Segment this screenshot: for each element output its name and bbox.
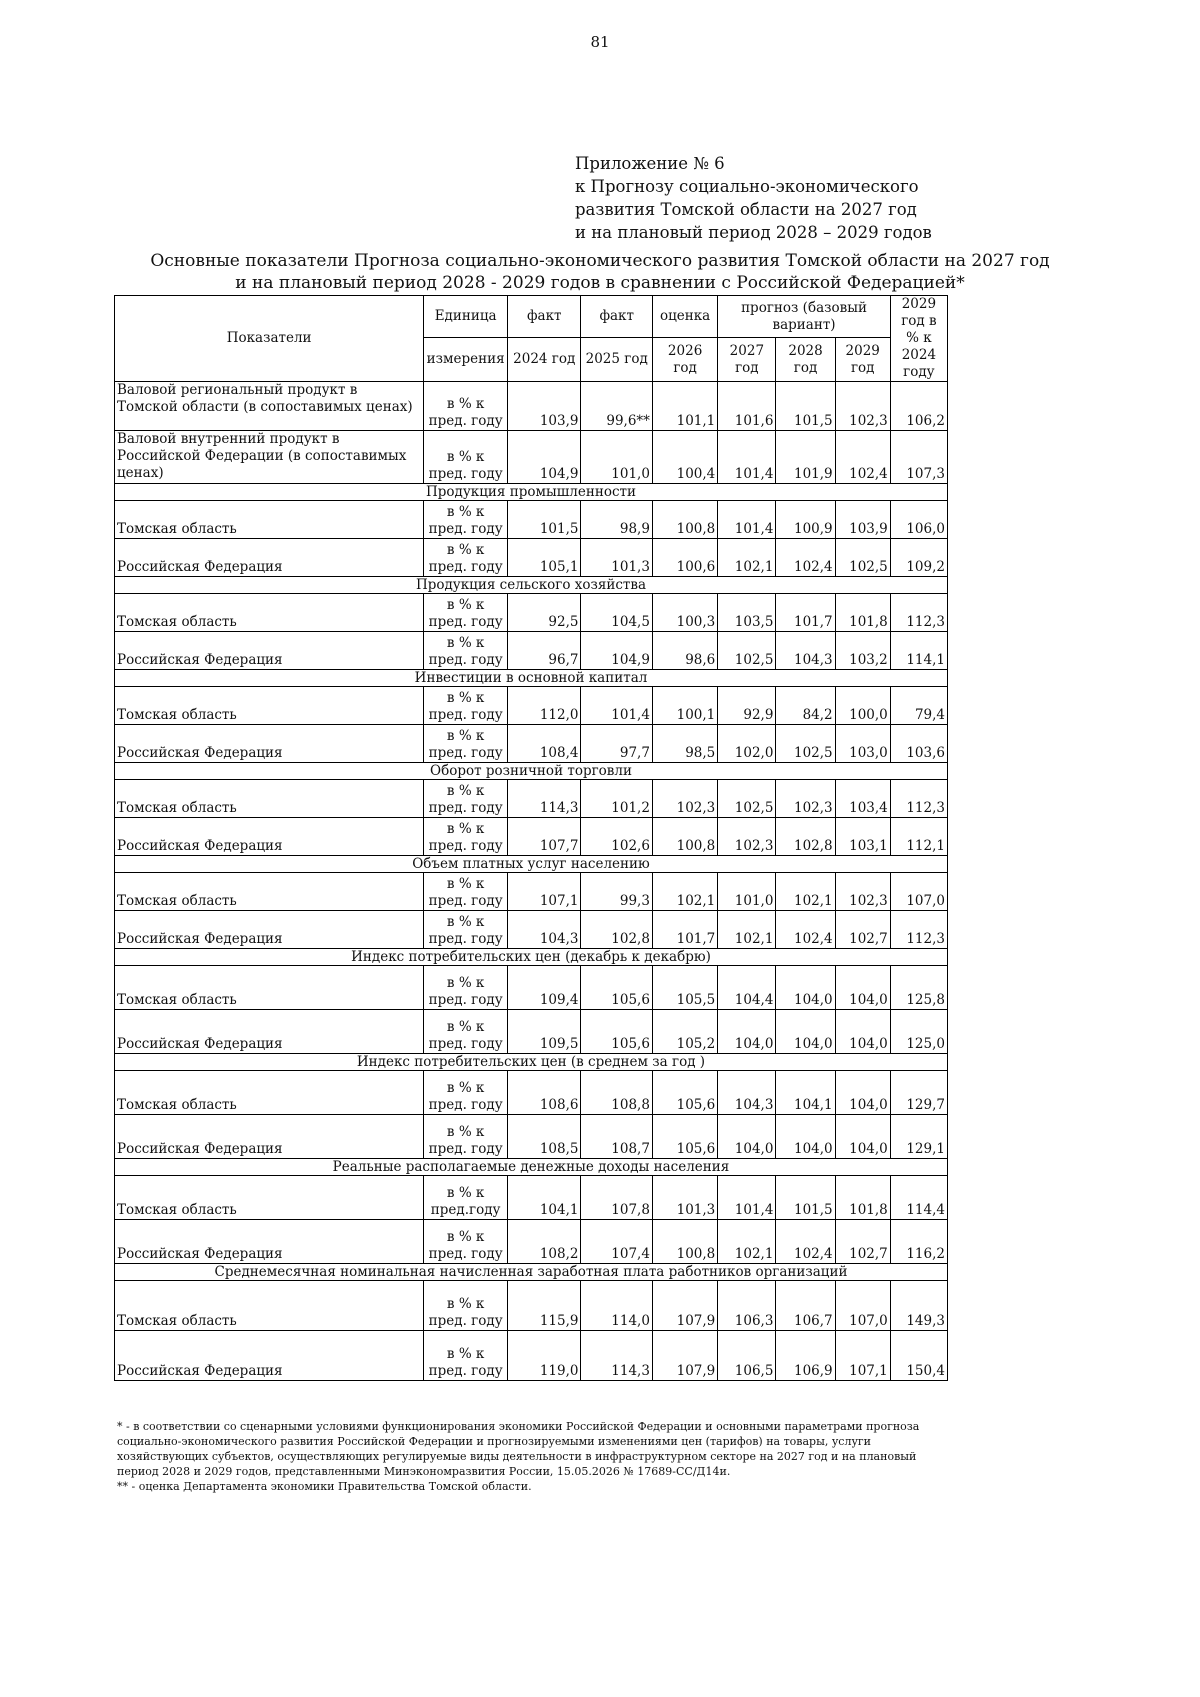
cell-value: 102,5 [718,632,776,670]
row-unit: в % к пред. году [424,873,508,911]
header-unit-top: Единица [424,296,508,338]
cell-value: 101,7 [652,911,717,949]
cell-value: 107,4 [581,1220,652,1264]
cell-value: 104,0 [835,1071,890,1115]
table-row [115,911,948,949]
section-header [115,484,948,501]
section-header [115,856,948,873]
section-title: Индекс потребительских цен (в среднем за год ) [115,1054,948,1071]
table-row [115,1281,948,1331]
cell-value: 108,8 [581,1071,652,1115]
header-year-2024: 2024 год [508,338,581,382]
row-name: Томская область [115,1071,424,1115]
row-unit: в % к пред. году [424,539,508,577]
cell-value: 109,5 [508,1010,581,1054]
appendix-line: и на плановый период 2028 – 2029 годов [575,223,932,242]
cell-value: 106,2 [890,382,947,431]
cell-value: 109,2 [890,539,947,577]
title-line: Основные показатели Прогноза социально-экономического развития Томской области на 2027 год [150,251,1050,271]
table-row [115,966,948,1010]
cell-value: 103,2 [835,632,890,670]
cell-value: 106,9 [776,1331,835,1381]
row-name: Российская Федерация [115,1220,424,1264]
table-row [115,382,948,431]
appendix-line: развития Томской области на 2027 год [575,200,917,219]
section-title: Реальные располагаемые денежные доходы населения [115,1159,948,1176]
cell-value: 104,3 [718,1071,776,1115]
cell-value: 103,5 [718,594,776,632]
cell-value: 107,9 [652,1331,717,1381]
cell-value: 102,7 [835,1220,890,1264]
row-unit: в % к пред. году [424,1071,508,1115]
cell-value: 102,7 [835,911,890,949]
row-unit: в % к пред. году [424,966,508,1010]
cell-value: 119,0 [508,1331,581,1381]
cell-value: 114,3 [581,1331,652,1381]
cell-value: 114,0 [581,1281,652,1331]
row-unit: в % к пред. году [424,382,508,431]
cell-value: 79,4 [890,687,947,725]
cell-value: 101,5 [776,1176,835,1220]
cell-value: 102,4 [835,431,890,484]
cell-value: 102,5 [776,725,835,763]
header-year-2029: 2029 год [835,338,890,382]
section-title: Инвестиции в основной капитал [115,670,948,687]
cell-value: 107,3 [890,431,947,484]
cell-value: 102,4 [776,911,835,949]
row-unit: в % к пред. году [424,632,508,670]
cell-value: 108,7 [581,1115,652,1159]
cell-value: 114,4 [890,1176,947,1220]
header-fact-2024: факт [508,296,581,338]
row-name: Валовой внутренний продукт в Российской Федерации (в сопоставимых ценах) [115,431,424,484]
cell-value: 107,1 [508,873,581,911]
row-unit: в % к пред. году [424,431,508,484]
cell-value: 109,4 [508,966,581,1010]
cell-value: 102,1 [718,539,776,577]
cell-value: 100,9 [776,501,835,539]
cell-value: 98,5 [652,725,717,763]
cell-value: 114,3 [508,780,581,818]
cell-value: 103,9 [835,501,890,539]
table-row [115,1115,948,1159]
cell-value: 100,8 [652,501,717,539]
cell-value: 105,6 [581,966,652,1010]
header-year-2025: 2025 год [581,338,652,382]
row-name: Томская область [115,594,424,632]
cell-value: 106,0 [890,501,947,539]
cell-value: 101,4 [718,501,776,539]
header-pct-2029-2024: 2029 год в % к 2024 году [890,296,947,382]
appendix-heading [575,152,932,244]
section-title: Продукция сельского хозяйства [115,577,948,594]
row-name: Валовой региональный продукт в Томской области (в сопоставимых ценах) [115,382,424,431]
cell-value: 102,5 [835,539,890,577]
row-name: Томская область [115,1176,424,1220]
table-row [115,1331,948,1381]
table-row [115,539,948,577]
cell-value: 107,0 [890,873,947,911]
row-unit: в % к пред. году [424,1281,508,1331]
cell-value: 102,3 [776,780,835,818]
row-name: Томская область [115,873,424,911]
cell-value: 101,7 [776,594,835,632]
cell-value: 114,1 [890,632,947,670]
header-year-2026: 2026 год [652,338,717,382]
cell-value: 105,6 [581,1010,652,1054]
cell-value: 104,3 [776,632,835,670]
cell-value: 101,4 [581,687,652,725]
cell-value: 104,1 [776,1071,835,1115]
row-unit: в % к пред. году [424,1331,508,1381]
row-unit: в % к пред.году [424,1176,508,1220]
cell-value: 125,8 [890,966,947,1010]
cell-value: 96,7 [508,632,581,670]
row-name: Томская область [115,687,424,725]
cell-value: 100,8 [652,1220,717,1264]
cell-value: 101,8 [835,594,890,632]
cell-value: 92,9 [718,687,776,725]
table-row [115,725,948,763]
cell-value: 102,4 [776,539,835,577]
cell-value: 104,1 [508,1176,581,1220]
section-title: Индекс потребительских цен (декабрь к декабрю) [115,949,948,966]
table-row [115,818,948,856]
cell-value: 101,5 [776,382,835,431]
cell-value: 116,2 [890,1220,947,1264]
table-row [115,1010,948,1054]
section-title: Оборот розничной торговли [115,763,948,780]
table-row [115,687,948,725]
footnote-line: социально-экономического развития Российской Федерации и прогнозируемыми изменениями цен (тарифов) на товары, услуги [117,1435,872,1448]
cell-value: 102,8 [581,911,652,949]
row-name: Томская область [115,780,424,818]
table-row [115,501,948,539]
table-row [115,1176,948,1220]
cell-value: 101,9 [776,431,835,484]
row-name: Российская Федерация [115,1115,424,1159]
cell-value: 104,0 [718,1115,776,1159]
row-unit: в % к пред. году [424,1010,508,1054]
cell-value: 104,4 [718,966,776,1010]
cell-value: 104,9 [581,632,652,670]
cell-value: 102,3 [835,873,890,911]
cell-value: 103,6 [890,725,947,763]
header-estimate: оценка [652,296,717,338]
cell-value: 101,1 [652,382,717,431]
row-name: Российская Федерация [115,725,424,763]
cell-value: 102,3 [652,780,717,818]
cell-value: 101,8 [835,1176,890,1220]
cell-value: 101,2 [581,780,652,818]
header-year-2028: 2028 год [776,338,835,382]
cell-value: 102,4 [776,1220,835,1264]
section-header [115,670,948,687]
footnote-line: хозяйствующих субъектов, осуществляющих регулируемые виды деятельности в инфраструктурном секторе на 2027 год и на плановый [117,1450,917,1463]
cell-value: 100,1 [652,687,717,725]
cell-value: 105,1 [508,539,581,577]
cell-value: 149,3 [890,1281,947,1331]
cell-value: 100,4 [652,431,717,484]
cell-value: 102,3 [835,382,890,431]
section-header [115,1159,948,1176]
cell-value: 102,8 [776,818,835,856]
cell-value: 101,3 [652,1176,717,1220]
cell-value: 99,3 [581,873,652,911]
cell-value: 98,6 [652,632,717,670]
cell-value: 101,3 [581,539,652,577]
cell-value: 108,6 [508,1071,581,1115]
cell-value: 92,5 [508,594,581,632]
cell-value: 100,3 [652,594,717,632]
cell-value: 106,7 [776,1281,835,1331]
cell-value: 103,9 [508,382,581,431]
cell-value: 102,0 [718,725,776,763]
title-line: и на плановый период 2028 - 2029 годов в сравнении с Российской Федерацией* [235,273,965,293]
table-row [115,1071,948,1115]
row-unit: в % к пред. году [424,1220,508,1264]
cell-value: 105,2 [652,1010,717,1054]
cell-value: 107,7 [508,818,581,856]
cell-value: 112,1 [890,818,947,856]
row-name: Российская Федерация [115,1331,424,1381]
cell-value: 150,4 [890,1331,947,1381]
cell-value: 102,1 [652,873,717,911]
row-name: Российская Федерация [115,1010,424,1054]
cell-value: 98,9 [581,501,652,539]
page-number: 81 [590,33,610,51]
cell-value: 84,2 [776,687,835,725]
cell-value: 105,5 [652,966,717,1010]
table-row [115,431,948,484]
cell-value: 102,1 [776,873,835,911]
section-header [115,763,948,780]
row-unit: в % к пред. году [424,594,508,632]
cell-value: 107,0 [835,1281,890,1331]
footnote-line: * - в соответствии со сценарными условиями функционирования экономики Российской Федерации и основными параметрами прогноза [117,1420,920,1433]
cell-value: 97,7 [581,725,652,763]
cell-value: 107,8 [581,1176,652,1220]
section-header [115,577,948,594]
row-name: Российская Федерация [115,911,424,949]
cell-value: 104,9 [508,431,581,484]
appendix-line: к Прогнозу социально-экономического [575,177,919,196]
row-name: Российская Федерация [115,632,424,670]
section-title: Объем платных услуг населению [115,856,948,873]
cell-value: 103,4 [835,780,890,818]
cell-value: 108,4 [508,725,581,763]
section-header [115,949,948,966]
header-forecast: прогноз (базовый вариант) [718,296,891,338]
footnote-line: ** - оценка Департамента экономики Правительства Томской области. [117,1480,532,1493]
table-row [115,873,948,911]
cell-value: 101,4 [718,1176,776,1220]
row-unit: в % к пред. году [424,780,508,818]
cell-value: 104,0 [718,1010,776,1054]
cell-value: 112,0 [508,687,581,725]
section-title: Продукция промышленности [115,484,948,501]
row-unit: в % к пред. году [424,725,508,763]
cell-value: 103,0 [835,725,890,763]
cell-value: 105,6 [652,1115,717,1159]
table-row [115,632,948,670]
document-title [0,250,1200,294]
row-unit: в % к пред. году [424,687,508,725]
cell-value: 104,5 [581,594,652,632]
cell-value: 108,5 [508,1115,581,1159]
indicators-table [114,295,948,1381]
row-unit: в % к пред. году [424,818,508,856]
row-name: Томская область [115,966,424,1010]
cell-value: 129,1 [890,1115,947,1159]
cell-value: 103,1 [835,818,890,856]
cell-value: 101,0 [718,873,776,911]
cell-value: 102,5 [718,780,776,818]
header-fact-2025: факт [581,296,652,338]
row-name: Российская Федерация [115,818,424,856]
cell-value: 108,2 [508,1220,581,1264]
cell-value: 104,0 [835,1115,890,1159]
row-name: Российская Федерация [115,539,424,577]
cell-value: 100,0 [835,687,890,725]
cell-value: 112,3 [890,911,947,949]
cell-value: 102,3 [718,818,776,856]
cell-value: 112,3 [890,594,947,632]
cell-value: 104,3 [508,911,581,949]
appendix-line: Приложение № 6 [575,154,725,173]
section-header [115,1054,948,1071]
table-row [115,780,948,818]
header-indicators: Показатели [115,296,424,382]
row-name: Томская область [115,501,424,539]
row-unit: в % к пред. году [424,1115,508,1159]
cell-value: 106,3 [718,1281,776,1331]
row-unit: в % к пред. году [424,911,508,949]
cell-value: 106,5 [718,1331,776,1381]
cell-value: 112,3 [890,780,947,818]
cell-value: 101,6 [718,382,776,431]
table-row [115,1220,948,1264]
header-year-2027: 2027 год [718,338,776,382]
cell-value: 100,8 [652,818,717,856]
table-row [115,594,948,632]
row-name: Томская область [115,1281,424,1331]
section-header [115,1264,948,1281]
cell-value: 100,6 [652,539,717,577]
cell-value: 104,0 [835,966,890,1010]
cell-value: 105,6 [652,1071,717,1115]
cell-value: 125,0 [890,1010,947,1054]
footnotes [117,1419,957,1494]
section-title: Среднемесячная номинальная начисленная заработная плата работников организаций [115,1264,948,1281]
cell-value: 107,1 [835,1331,890,1381]
cell-value: 104,0 [835,1010,890,1054]
cell-value: 104,0 [776,1115,835,1159]
cell-value: 102,6 [581,818,652,856]
cell-value: 102,1 [718,911,776,949]
cell-value: 104,0 [776,966,835,1010]
cell-value: 101,5 [508,501,581,539]
cell-value: 104,0 [776,1010,835,1054]
cell-value: 102,1 [718,1220,776,1264]
header-unit-bottom: измерения [424,338,508,382]
footnote-line: период 2028 и 2029 годов, представленными Минэкономразвития России, 15.05.2026 № 17689-СС/Д14и. [117,1465,731,1478]
cell-value: 101,4 [718,431,776,484]
cell-value: 107,9 [652,1281,717,1331]
row-unit: в % к пред. году [424,501,508,539]
cell-value: 129,7 [890,1071,947,1115]
cell-value: 115,9 [508,1281,581,1331]
cell-value: 101,0 [581,431,652,484]
cell-value: 99,6** [581,382,652,431]
